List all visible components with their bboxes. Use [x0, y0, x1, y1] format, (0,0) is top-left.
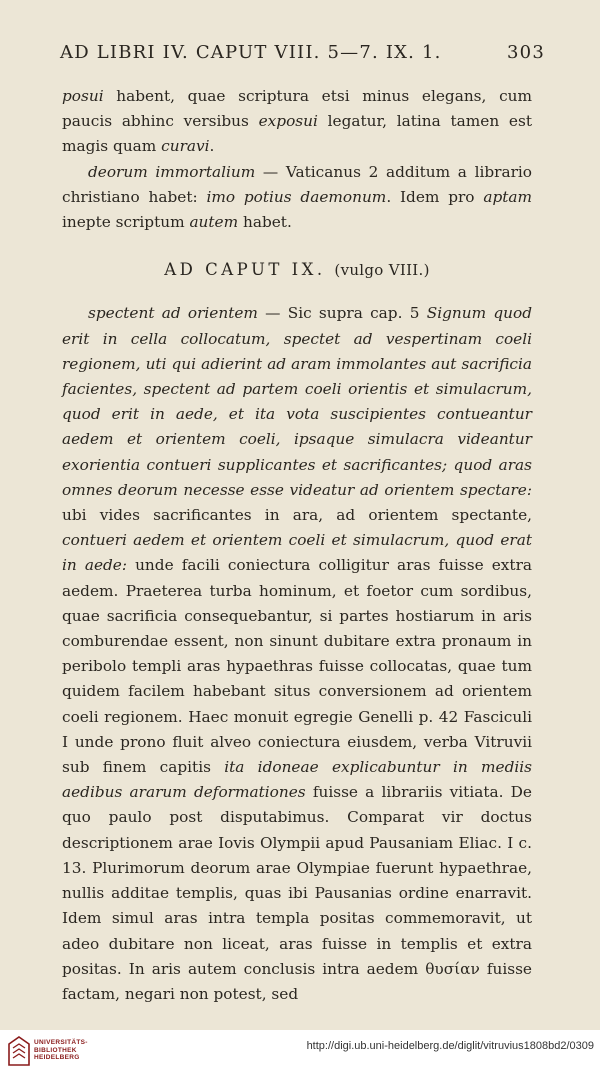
heading-sub: (vulgo VIII.): [334, 261, 430, 280]
paragraph-posui: posui habent, quae scriptura etsi minus elegans, cum paucis abhinc versibus exposui legatur, latina tamen est magis quam curavi.: [62, 87, 532, 156]
running-title: AD LIBRI IV. CAPUT VIII. 5—7. IX. 1.: [60, 42, 442, 63]
digitization-footer: [0, 1030, 600, 1072]
quotation: contueri aedem et orientem coeli et simulacrum, quod erat in aede:: [62, 531, 532, 575]
page-number: 303: [507, 42, 545, 63]
heading-main: AD CAPUT IX.: [164, 260, 326, 280]
lemma: deorum immortalium: [88, 162, 256, 181]
paragraph-spectent: spectent ad orientem — Sic supra cap. 5 Signum quod erit in cella collocatum, spectet ad vespertinam coeli regionem, uti qui adierint ad aram immolantes aut sacrificia facientes, spectent ad partem coeli orientis et simulacrum, quod erit in aede, et ita vota suscipientes contueantur aedem et orientem coeli, ipsaque simulacra videantur exorientia contueri supplicantes et sacrificantes; quod aras omnes deorum necesse esse videatur ad orientem spectare: ubi vides sacrificantes in ara, ad orientem spectante, contueri aedem et orientem coeli et simulacrum, quod erat in aede: unde facili coniectura colligitur aras fuisse extra aedem. Praeterea turba hominum, et foetor cum sordibus, quae sacrificia consequebantur, si partes hostiarum in aris comburendae essent, non sinunt dubitare extra pronaum in peribolo templi aras hypaethras fuisse collocatas, quae tum quidem facilem habebant situs conversionem ad orientem coeli regionem. Haec monuit egregie Genelli p. 42 Fasciculi I unde prono fluit alveo coniectura eiusdem, verba Vitruvii sub finem capitis ita idoneae explicabuntur in mediis aedibus ararum deformationes fuisse a librariis vitiata. De quo paulo post disputabimus. Comparat vir doctus descriptionem arae Iovis Olympii apud Pausaniam Eliac. I c. 13. Plurimorum deorum arae Olympiae fuerunt hypaethrae, nullis additae templis, quas ibi Pausanias ordine enarravit. Idem simul aras intra templa positas commemoravit, ut adeo dubitare non liceat, aras fuisse in templis et extra positas. In aris autem conclusis intra aedem θυσίαν fuisse factam, negari non potest, sed: [62, 304, 532, 1003]
section-heading: [62, 257, 532, 283]
library-name: UNIVERSITÄTS- BIBLIOTHEK HEIDELBERG: [34, 1039, 88, 1061]
lemma: spectent ad orientem: [88, 304, 258, 323]
quotation: Signum quod erit in cella collocatum, spectet ad vespertinam coeli regionem, uti qui adierint ad aram immolantes aut sacrificia facientes, spectent ad partem coeli orientis et simulacrum, quod erit in aede, et ita vota suscipientes contueantur aedem et orientem coeli, ipsaque simulacra videantur exorientia contueri supplicantes et sacrificantes; quod aras omnes deorum necesse esse videatur ad orientem spectare:: [62, 304, 532, 499]
page-body: [62, 84, 532, 1007]
quotation: ita idoneae explicabuntur in mediis aedibus ararum deformationes: [62, 758, 532, 802]
lemma: posui: [62, 87, 104, 105]
library-logo-icon: [8, 1036, 30, 1066]
greek-word: θυσίαν: [425, 959, 480, 978]
source-url-link[interactable]: http://digi.ub.uni-heidelberg.de/diglit/vitruvius1808bd2/0309: [306, 1040, 594, 1052]
paragraph-deorum: deorum immortalium — Vaticanus 2 additum a librario christiano habet: imo potius daemonum. Idem pro aptam inepte scriptum autem habet.: [62, 162, 533, 232]
